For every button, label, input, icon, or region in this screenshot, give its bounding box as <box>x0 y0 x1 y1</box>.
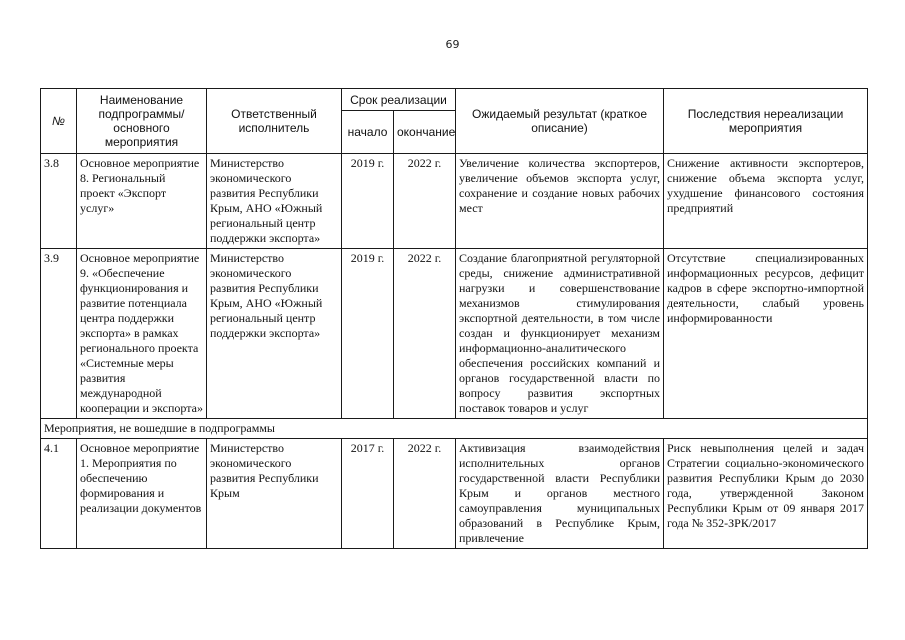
row-consequences: Снижение активности экспортеров, снижение объема экспорта услуг, ухудшение финансового состояния предприятий <box>664 154 868 249</box>
row-name: Основное мероприятие 8. Региональный проект «Экспорт услуг» <box>77 154 207 249</box>
row-end: 2022 г. <box>394 154 456 249</box>
page-number: 69 <box>445 38 460 51</box>
table-row <box>41 439 868 549</box>
header-num: № <box>41 89 77 154</box>
section-title: Мероприятия, не вошедшие в подпрограммы <box>41 419 868 439</box>
header-row <box>41 89 868 111</box>
row-name: Основное мероприятие 9. «Обеспечение функционирования и развитие потенциала центра поддержки экспорта» в рамках регионального проекта «Системные меры развития международной кооперации и экспорта» <box>77 249 207 419</box>
row-name: Основное мероприятие 1. Мероприятия по обеспечению формирования и реализации документов <box>77 439 207 549</box>
row-start: 2017 г. <box>342 439 394 549</box>
section-row <box>41 419 868 439</box>
row-num: 4.1 <box>41 439 77 549</box>
table-row <box>41 249 868 419</box>
row-result: Увеличение количества экспортеров, увеличение объемов экспорта услуг, сохранение и создание новых рабочих мест <box>456 154 664 249</box>
header-responsible: Ответственный исполнитель <box>207 89 342 154</box>
row-consequences: Отсутствие специализированных информационных ресурсов, дефицит кадров в сфере экспортно-импортной деятельности, слабый уровень информированности <box>664 249 868 419</box>
row-end: 2022 г. <box>394 439 456 549</box>
row-responsible: Министерство экономического развития Республики Крым <box>207 439 342 549</box>
row-result: Создание благоприятной регуляторной среды, снижение административной нагрузки и совершенствование механизмов стимулирования экспортной деятельности, в том числе создан и функционирует механизм информационно-аналитического обеспечения российских компаний и органов государственной власти по вопросу развития экспортных поставок товаров и услуг <box>456 249 664 419</box>
table-row <box>41 154 868 249</box>
row-start: 2019 г. <box>342 154 394 249</box>
header-start: начало <box>342 111 394 154</box>
measures-table <box>40 88 868 549</box>
row-consequences: Риск невыполнения целей и задач Стратегии социально-экономического развития Республики Крым до 2030 года, утвержденной Законом Республики Крым от 09 января 2017 года № 352-ЗРК/2017 <box>664 439 868 549</box>
row-start: 2019 г. <box>342 249 394 419</box>
header-result: Ожидаемый результат (краткое описание) <box>456 89 664 154</box>
header-name: Наименование подпрограммы/ основного мероприятия <box>77 89 207 154</box>
row-end: 2022 г. <box>394 249 456 419</box>
header-consequences: Последствия нереализации мероприятия <box>664 89 868 154</box>
row-num: 3.9 <box>41 249 77 419</box>
header-end: окончание <box>394 111 456 154</box>
row-num: 3.8 <box>41 154 77 249</box>
header-term: Срок реализации <box>342 89 456 111</box>
row-result: Активизация взаимодействия исполнительных органов государственной власти Республики Крым и органов местного самоуправления муниципальных образований в Республике Крым, привлечение <box>456 439 664 549</box>
row-responsible: Министерство экономического развития Республики Крым, АНО «Южный региональный центр поддержки экспорта» <box>207 249 342 419</box>
row-responsible: Министерство экономического развития Республики Крым, АНО «Южный региональный центр поддержки экспорта» <box>207 154 342 249</box>
